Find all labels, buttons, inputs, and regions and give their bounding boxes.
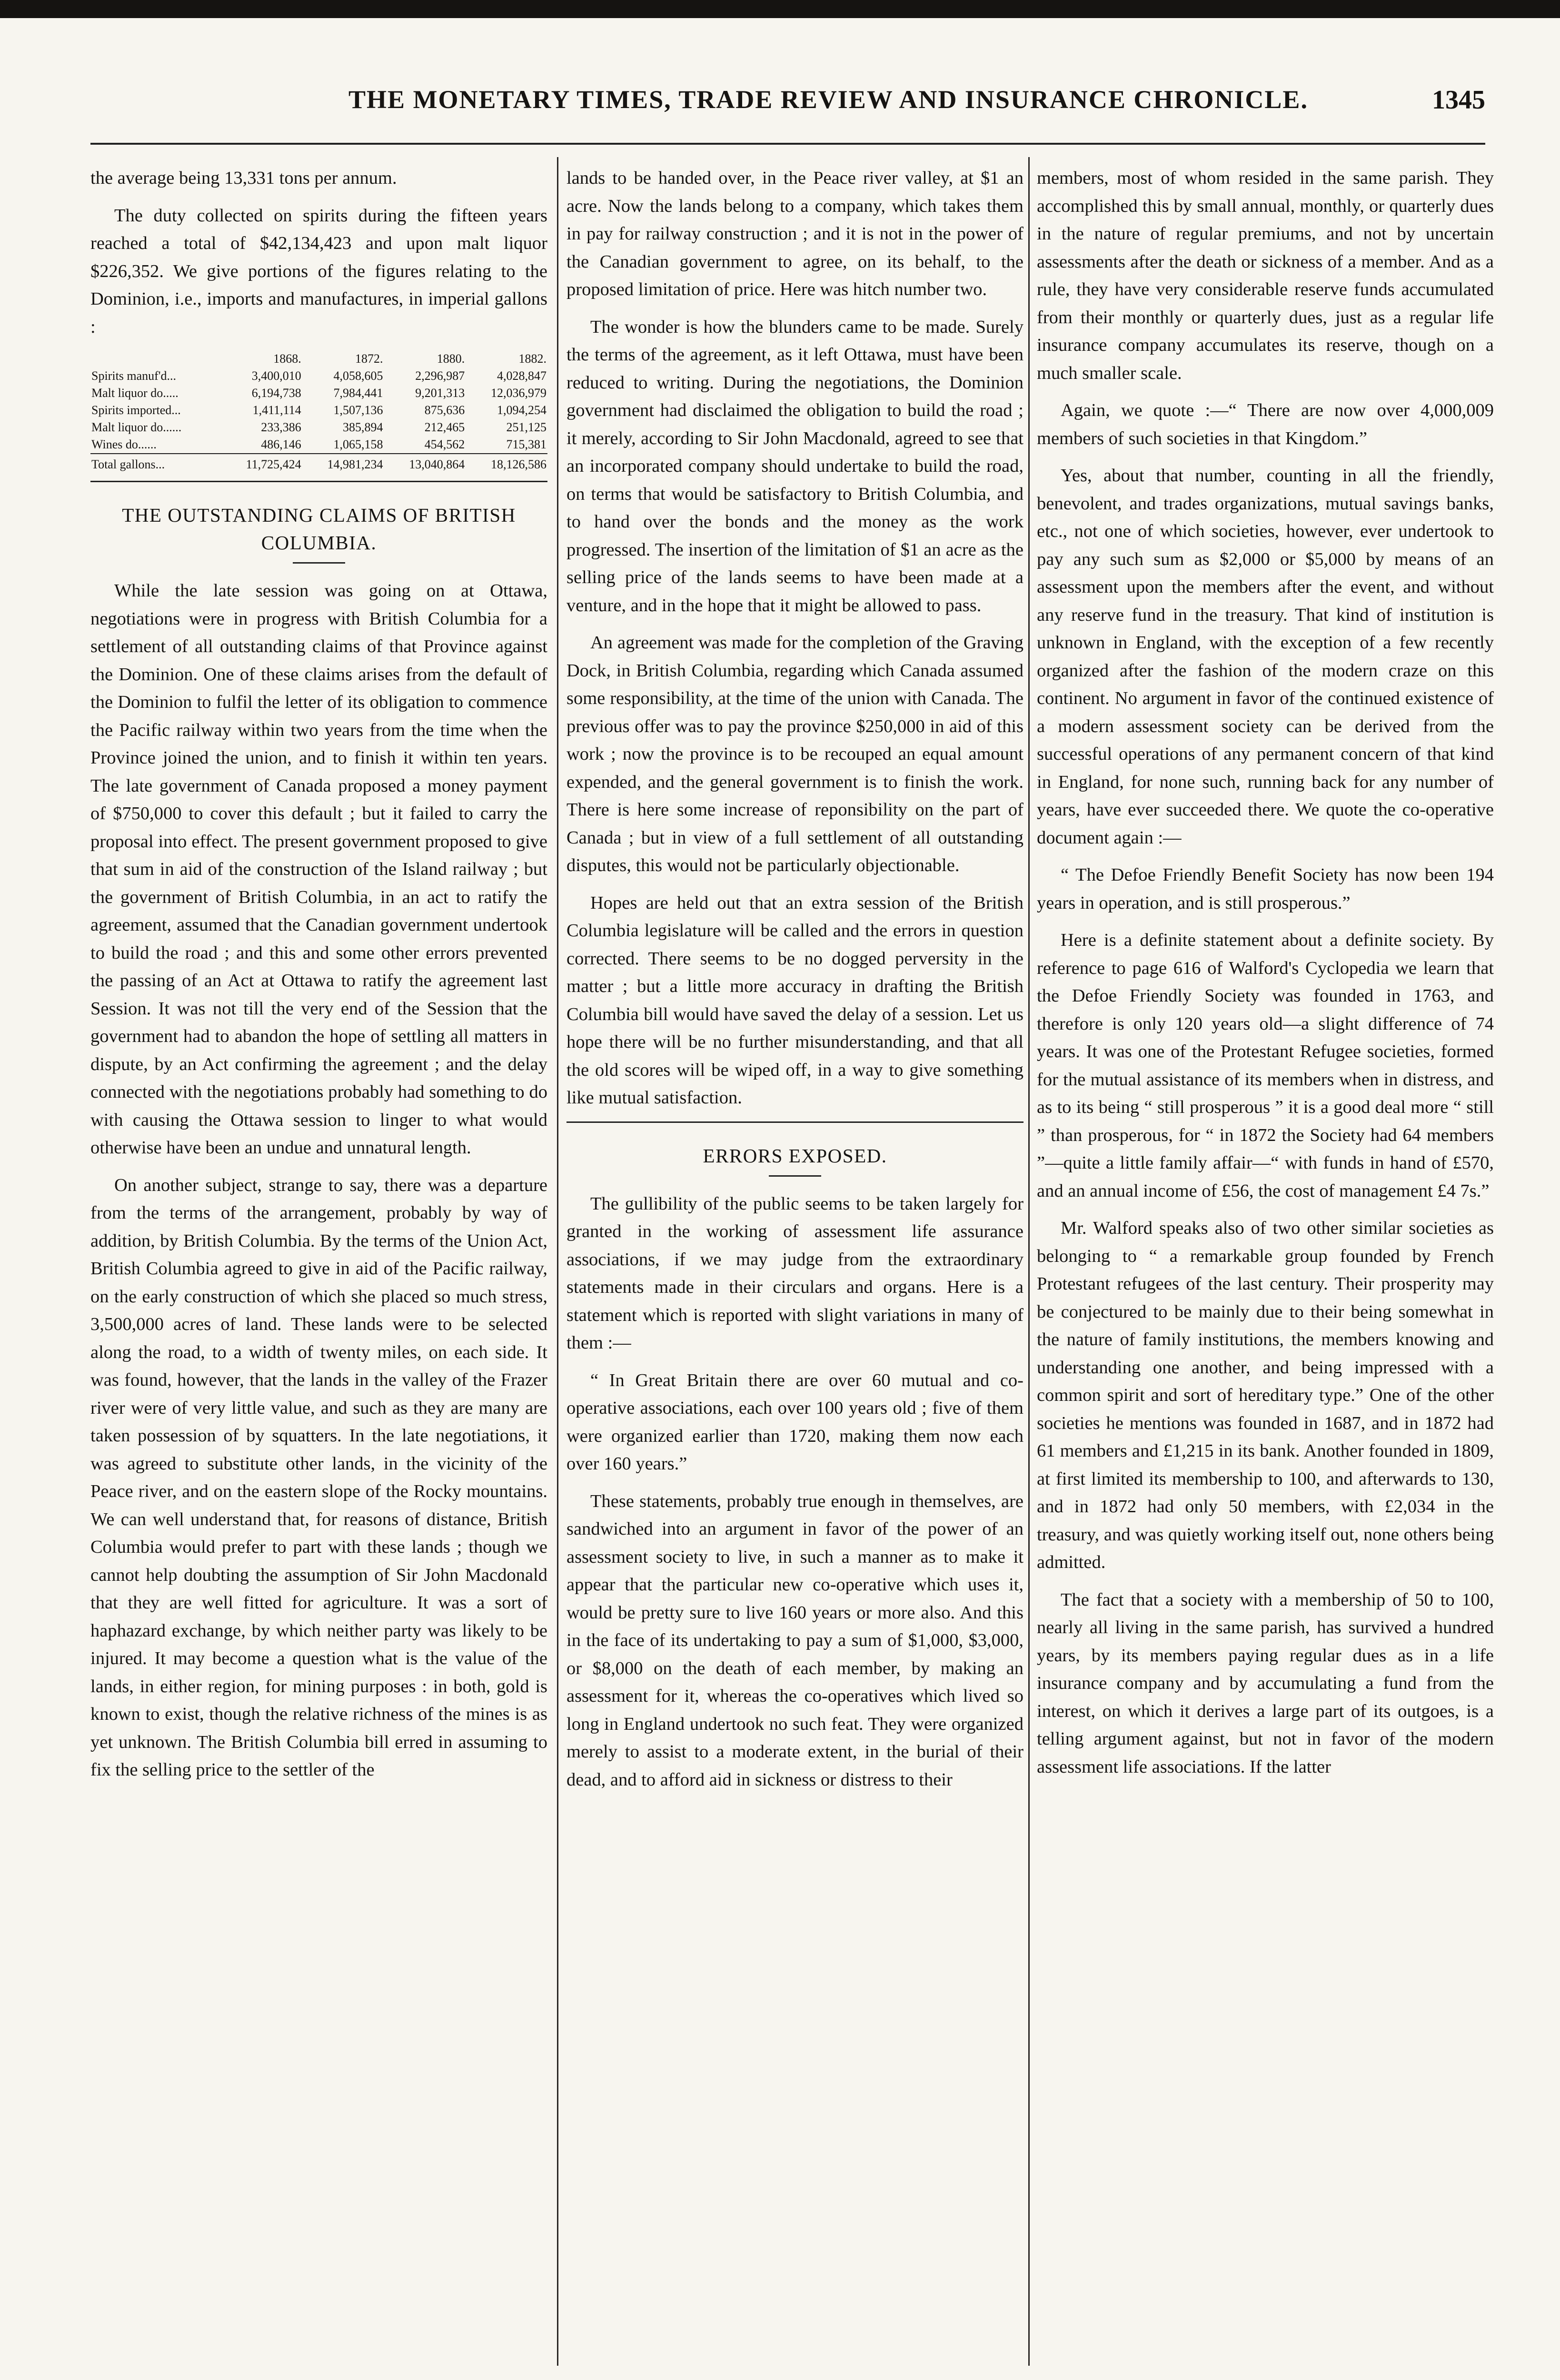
row-label: Wines do......	[91, 437, 157, 451]
column-1	[90, 164, 547, 2363]
paragraph: Here is a definite statement about a definite society. By reference to page 616 of Walford's Cyclopedia we learn that the Defoe Friendly Society was founded in 1763, and therefore is only 120 years old—a slight difference of 74 years. It was one of the Protestant Refugee societies, formed for the mutual assistance of its members when in distress, and as to its being “ still prosperous ” it is a good deal more “ still ” than prosperous, for “ in 1872 the Society had 64 members ”—quite a little family affair—“ with funds in hand of £570, and an annual income of £56, the cost of management £4 7s.”	[1037, 930, 1494, 1201]
column-2	[566, 164, 1023, 2363]
paragraph: Yes, about that number, counting in all the friendly, benevolent, and trades organizations, mutual savings banks, etc., not one of which societies, however, ever undertook to pay any such sum as $2,000 or $5,000 by means of an assessment upon the members after the event, and without any reserve fund in the treasury. That kind of institution is unknown in England, with the exception of a few recently organized after the fashion of the modern craze on this continent. No argument in favor of the continued existence of a modern assessment society can be derived from the successful operations of any permanent concern of that kind in England, for none such, running back for any number of years, have ever succeeded there. We quote the co-operative document again :—	[1037, 466, 1494, 848]
paragraph: The fact that a society with a membership of 50 to 100, nearly all living in the same parish, has survived a hundred years, by its members paying regular dues as in a life insurance company and by accumulating a fund from the interest, on which it derives a large part of its outgoes, is a telling argument against, but not in favor of the modern assessment life associations. If the latter	[1037, 1589, 1494, 1777]
year-header: 1868.	[273, 352, 301, 366]
table-cell: 4,058,605	[333, 369, 383, 383]
table-cell: 1,094,254	[497, 403, 546, 417]
header-rule	[90, 143, 1485, 145]
paragraph: These statements, probably true enough in themselves, are sandwiched into an argument in favor of the power of an assessment society to live, in such a manner as to make it appear that the particular new co-operative which uses it, would be pretty sure to live 160 years or more also. And this in the face of its undertaking to pay a sum of $1,000, $3,000, or $8,000 on the death of each member, by making an assessment for it, whereas the co-operatives which lived so long in England undertook no such feat. They were organized merely to assist to a moderate extent, in the burial of their dead, and to afford aid in sickness or distress to their	[566, 1491, 1023, 1790]
page-number: 1345	[1432, 85, 1485, 115]
table-cell: 212,465	[424, 420, 465, 434]
row-label: Malt liquor do.....	[91, 386, 179, 400]
paragraph: The wonder is how the blunders came to be made. Surely the terms of the agreement, as it left Ottawa, must have been reduced to writing. During the negotiations, the Dominion government had disclaimed the obligation to build the road ; it merely, according to Sir John Macdonald, agreed to see that an incorporated company should undertake to build the road, on terms that would be satisfactory to British Columbia, and to hand over the bonds and the money as the work progressed. The insertion of the limitation of $1 an acre as the selling price of the lands seems to have been made at a venture, and in the hope that it might be allowed to pass.	[566, 317, 1023, 615]
row-label: Malt liquor do......	[91, 420, 182, 434]
table-cell: 875,636	[424, 403, 465, 417]
table-row	[90, 436, 547, 454]
table-row	[90, 402, 547, 419]
paragraph: An agreement was made for the completion of the Graving Dock, in British Columbia, regarding which Canada assumed some responsibility, at the time of the union with Canada. The previous offer was to pay the province $250,000 in aid of this work ; now the province is to be recouped an equal amount expended, and the general government is to finish the work. There is here some increase of reponsibility on the part of Canada ; but in view of a full settlement of all outstanding disputes, this would not be particularly objectionable.	[566, 633, 1023, 875]
table-cell: 251,125	[506, 420, 546, 434]
table-cell: 14,981,234	[302, 454, 384, 473]
table-cell: 4,028,847	[497, 369, 546, 383]
paragraph: The duty collected on spirits during the fifteen years reached a total of $42,134,423 and upon malt liquor $226,352. We give portions of the figures relating to the Dominion, i.e., imports and manufactures, in imperial gallons :	[90, 205, 547, 337]
year-header: 1872.	[355, 352, 383, 366]
article-heading: THE OUTSTANDING CLAIMS OF BRITISH COLUMBIA.	[122, 504, 516, 554]
paragraph: Again, we quote :—“ There are now over 4,000,009 members of such societies in that Kingdom.”	[1037, 400, 1494, 448]
column-rule-1	[557, 157, 558, 2366]
table-cell: 385,894	[342, 420, 383, 434]
table-row	[90, 367, 547, 385]
heading-rule	[293, 562, 345, 564]
table-row	[90, 385, 547, 402]
section-rule	[90, 481, 547, 482]
row-label: Total gallons...	[90, 454, 221, 473]
table-cell: 12,036,979	[491, 386, 546, 400]
table-cell: 18,126,586	[466, 454, 547, 473]
table-cell: 2,296,987	[415, 369, 465, 383]
column-3	[1037, 164, 1494, 2363]
column-rule-2	[1028, 157, 1030, 2366]
table-cell: 7,984,441	[333, 386, 383, 400]
heading-rule	[769, 1175, 821, 1177]
paragraph: Mr. Walford speaks also of two other similar societies as belonging to “ a remarkable group founded by French Protestant refugees of the last century. Their prosperity may be conjectured to be mainly due to their being somewhat in the nature of family institutions, the members knowing and understanding one another, and being impressed with a common spirit and sort of hereditary type.” One of the other societies he mentions was founded in 1687, and in 1872 had 61 members and £1,215 in its bank. Another founded in 1809, at first limited its membership to 100, and afterwards to 130, and in 1872 had only 50 members, with £2,034 in the treasury, and was quietly working itself out, none others being admitted.	[1037, 1218, 1494, 1572]
paragraph: The gullibility of the public seems to be taken largely for granted in the working of assessment life assurance associations, if we may judge from the extraordinary statements made in their circulars and organs. Here is a statement which is reported with slight variations in many of them :—	[566, 1193, 1023, 1353]
table-cell: 486,146	[261, 437, 301, 451]
table-cell: 1,507,136	[333, 403, 383, 417]
paragraph: “ In Great Britain there are over 60 mutual and co-operative associations, each over 100 years old ; five of them were organized earlier than 1720, making them now each over 160 years.”	[566, 1370, 1023, 1474]
table-total-row	[90, 454, 547, 473]
year-header: 1880.	[437, 352, 465, 366]
table-cell: 233,386	[261, 420, 301, 434]
paragraph: “ The Defoe Friendly Benefit Society has now been 194 years in operation, and is still prosperous.”	[1037, 865, 1494, 913]
table-cell: 11,725,424	[221, 454, 302, 473]
paragraph: On another subject, strange to say, there was a departure from the terms of the arrangement, probably by way of addition, by British Columbia. By the terms of the Union Act, British Columbia agreed to give in aid of the Pacific railway, on the early construction of which she placed so much stress, 3,500,000 acres of land. These lands were to be selected along the road, to a width of twenty miles, on each side. It was found, however, that the lands in the valley of the Frazer river were of very little value, and such as they are many are taken possession of by squatters. In the late negotiations, it was agreed to substitute other lands, in the vicinity of the Peace river, and on the eastern slope of the Rocky mountains. We can well understand that, for reasons of distance, British Columbia would prefer to part with these lands ; though we cannot help doubting the assumption of Sir John Macdonald that they are well fitted for agriculture. It was a sort of haphazard exchange, by which neither party was likely to be injured. It may become a question what is the value of the lands, in either region, for mining purposes : in both, gold is known to exist, though the relative richness of the mines is as yet unknown. The British Columbia bill erred in assuming to fix the selling price to the settler of the	[90, 1175, 547, 1780]
table-cell: 13,040,864	[384, 454, 466, 473]
table-row	[90, 419, 547, 436]
row-label: Spirits imported...	[91, 403, 181, 417]
table-cell: 3,400,010	[251, 369, 301, 383]
table-cell: 1,411,114	[252, 403, 301, 417]
article-heading: ERRORS EXPOSED.	[703, 1144, 887, 1167]
row-label: Spirits manuf'd...	[91, 369, 177, 383]
gallons-table	[90, 350, 547, 473]
paragraph: Hopes are held out that an extra session of the British Columbia legislature will be called and the errors in question corrected. There seems to be no dogged perversity in the matter ; but a little more accuracy in drafting the British Columbia bill would have saved the delay of a session. Let us hope there will be no further misunderstanding, and that all the old scores will be wiped off, in a way to give something like mutual satisfaction.	[566, 892, 1023, 1108]
paragraph: lands to be handed over, in the Peace river valley, at $1 an acre. Now the lands belong to a company, which takes them in pay for railway construction ; and it is not in the power of the Canadian government to agree, on its behalf, to the proposed limitation of price. Here was hitch number two.	[566, 168, 1023, 299]
year-header: 1882.	[518, 352, 546, 366]
paragraph: While the late session was going on at Ottawa, negotiations were in progress with British Columbia for a settlement of all outstanding claims of that Province against the Dominion. One of these claims arises from the default of the Dominion to fulfil the letter of its obligation to commence the Pacific railway within two years from the time when the Province joined the union, and to finish it within ten years. The late government of Canada proposed a money payment of $750,000 to cover this default ; but it failed to carry the proposal into effect. The present government proposed to give that sum in aid of the construction of the Island railway ; but the government of British Columbia, in an act to ratify the agreement, assumed that the Canadian government undertook to build the road ; and this and some other errors prevented the passing of an Act at Ottawa to ratify the agreement last Session. It was not till the very end of the Session that the government had to abandon the hope of settling all matters in dispute, by an Act confirming the agreement ; and the delay connected with the negotiations probably had something to do with causing the Ottawa session to linger to what would otherwise have been an undue and unnatural length.	[90, 581, 547, 1158]
paragraph: members, most of whom resided in the same parish. They accomplished this by small annual, monthly, or quarterly dues in the nature of regular premiums, and not by uncertain assessments after the death or sickness of a member. And as a rule, they have very considerable reserve funds accumulated from their monthly or quarterly dues, just as a regular life insurance company accumulates its reserve, though on a much smaller scale.	[1037, 168, 1494, 383]
running-title: THE MONETARY TIMES, TRADE REVIEW AND INSURANCE CHRONICLE.	[348, 85, 1308, 114]
paragraph: the average being 13,331 tons per annum.	[90, 168, 397, 188]
table-cell: 9,201,313	[415, 386, 465, 400]
table-cell: 1,065,158	[333, 437, 383, 451]
section-rule	[566, 1121, 1023, 1123]
page-header	[90, 85, 1485, 123]
table-cell: 454,562	[424, 437, 465, 451]
table-cell: 715,381	[506, 437, 546, 451]
top-border	[0, 0, 1560, 18]
table-cell: 6,194,738	[251, 386, 301, 400]
table-header-row	[90, 350, 547, 367]
